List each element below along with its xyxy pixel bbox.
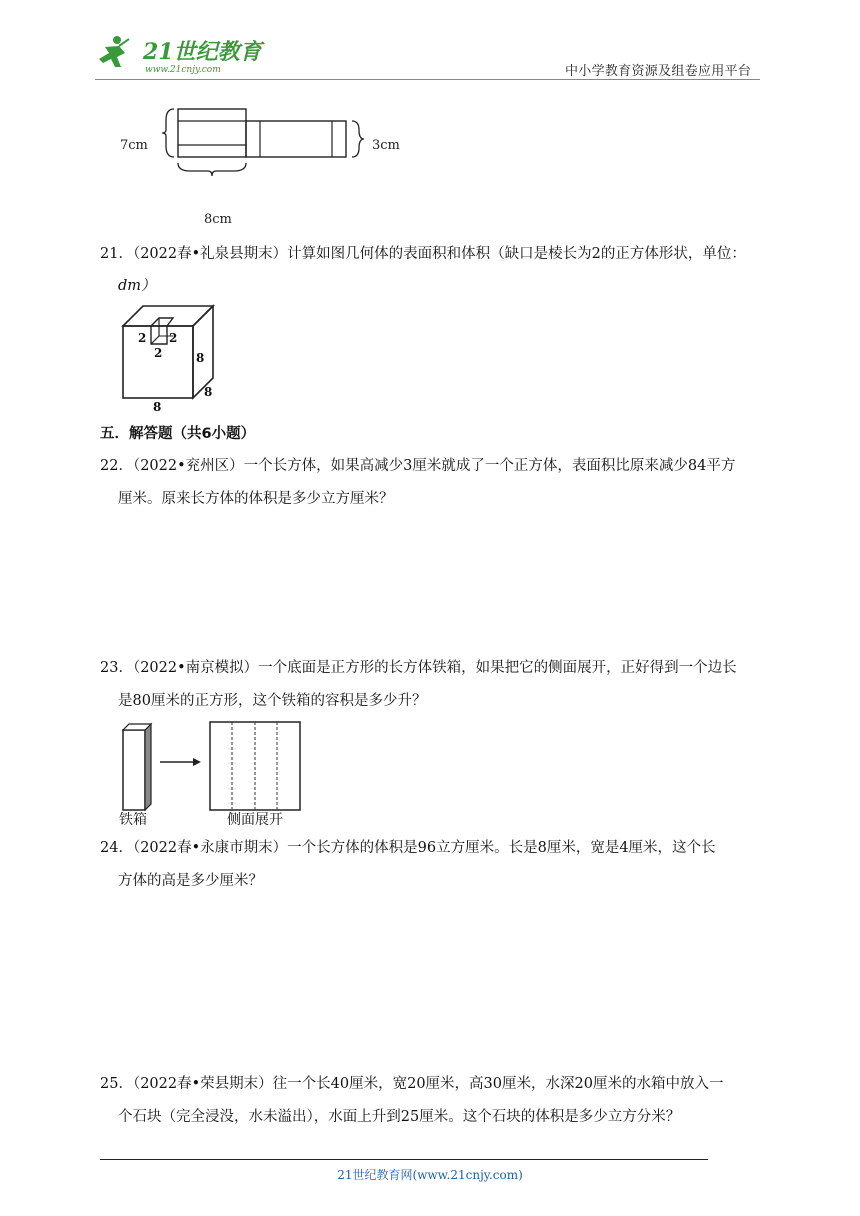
label-7cm: 7cm <box>120 138 148 153</box>
question-25-line2: 个石块（完全浸没，水未溢出），水面上升到25厘米。这个石块的体积是多少立方分米？ <box>118 1109 681 1125</box>
label-iron-box: 铁箱 <box>119 812 147 828</box>
question-24-line2: 方体的高是多少厘米？ <box>118 873 263 889</box>
footer-link[interactable]: 21世纪教育网(www.21cnjy.com) <box>337 1168 523 1182</box>
header-divider <box>95 79 760 80</box>
bottom-label: 8 <box>153 400 162 414</box>
label-side-unfold: 侧面展开 <box>227 812 283 828</box>
runner-icon <box>99 36 129 67</box>
label-8cm: 8cm <box>204 212 232 227</box>
depth-label: 8 <box>204 385 213 399</box>
question-22-line1: 22．（2022•兖州区）一个长方体，如果高减少3厘米就成了一个正方体，表面积比原来减少84平方 <box>100 458 736 474</box>
header-platform-text: 中小学教育资源及组卷应用平台 <box>565 64 752 79</box>
site-logo <box>95 33 265 75</box>
question-25-line1: 25．（2022春•荣县期末）往一个长40厘米，宽20厘米，高30厘米，水深20厘米的水箱中放入一 <box>100 1076 724 1092</box>
figure-box-unfold <box>115 716 315 828</box>
logo-url: www.21cnjy.com <box>145 65 221 75</box>
figure-cube-with-notch <box>115 300 225 414</box>
section-5-title: 五．解答题（共6小题） <box>100 426 256 442</box>
question-21-line1: 21．（2022春•礼泉县期末）计算如图几何体的表面积和体积（缺口是棱长为2的正方体形状，单位： <box>100 246 746 262</box>
label-3cm: 3cm <box>372 138 400 153</box>
question-23-line2: 是80厘米的正方形，这个铁箱的容积是多少升？ <box>118 693 427 709</box>
footer-divider <box>100 1159 708 1160</box>
notch-label-right: 2 <box>169 331 178 345</box>
logo-text: 21世纪教育 <box>143 39 262 65</box>
question-21-line2: dm） <box>118 278 156 294</box>
question-22-line2: 厘米。原来长方体的体积是多少立方厘米？ <box>118 491 394 507</box>
question-24-line1: 24．（2022春•永康市期末）一个长方体的体积是96立方厘米。长是8厘米，宽是4厘米，这个长 <box>100 840 716 856</box>
notch-label-left: 2 <box>138 331 147 345</box>
question-23-line1: 23．（2022•南京模拟）一个底面是正方形的长方体铁箱，如果把它的侧面展开，正好得到一个边长 <box>100 660 737 676</box>
side-label: 8 <box>196 351 205 365</box>
figure-cuboid-net <box>110 100 420 230</box>
notch-label-bottom: 2 <box>154 346 163 360</box>
